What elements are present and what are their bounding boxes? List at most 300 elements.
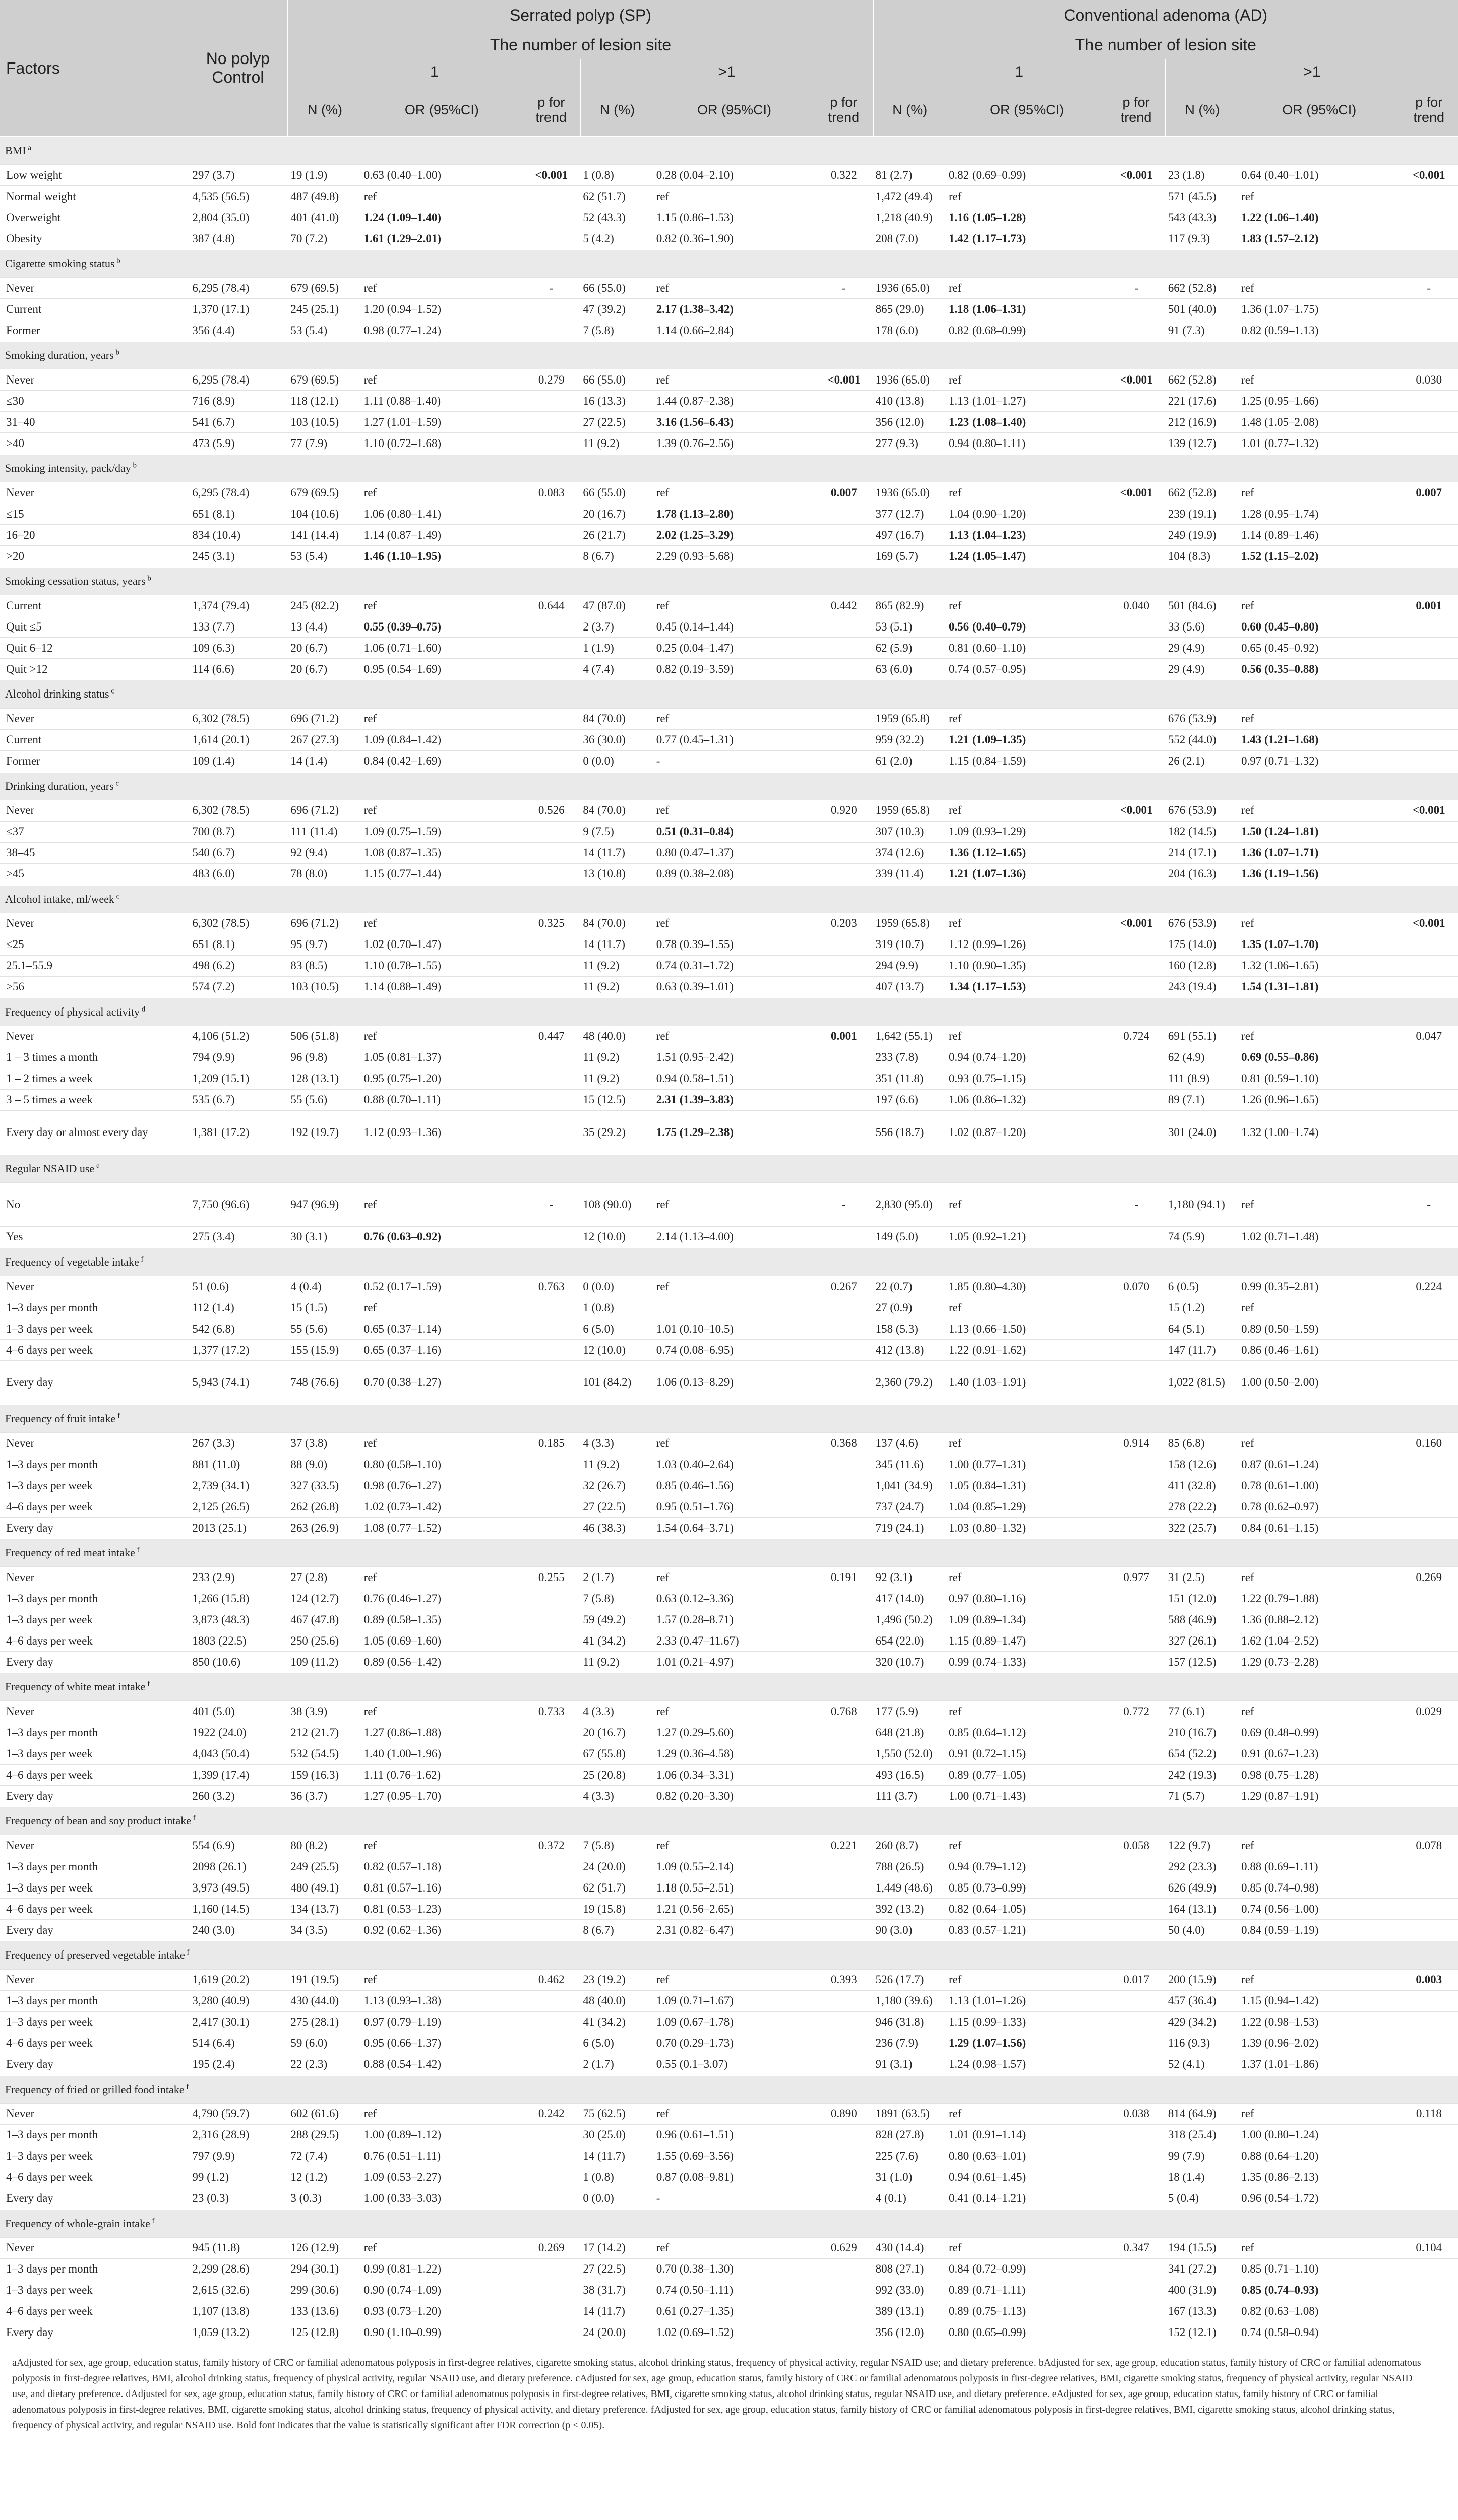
cell-value: 0.88 (0.54–1.42) (363, 2058, 441, 2070)
cell-value: 34 (3.5) (290, 1923, 328, 1936)
cell-value: 182 (14.5) (1168, 825, 1217, 838)
table-cell (1239, 1990, 1400, 2011)
cell-value: 0.82 (0.63–1.08) (1241, 2305, 1319, 2318)
table-cell (188, 1609, 288, 1630)
cell-value: 1,218 (40.9) (875, 211, 933, 224)
table-row (0, 186, 1458, 207)
table-row (0, 1722, 1458, 1743)
cell-value: ref (363, 281, 377, 294)
table-cell (873, 186, 946, 207)
cell-value: 1.06 (0.34–3.31) (656, 1768, 734, 1781)
row-label: 1–3 days per month (0, 1722, 188, 1743)
cell-value: 0.772 (1123, 1705, 1149, 1718)
group-title-text: Frequency of fruit intake (5, 1412, 116, 1425)
table-cell (1166, 955, 1239, 976)
cell-value: 160 (12.8) (1168, 959, 1217, 972)
cell-value: 1.51 (0.95–2.42) (656, 1051, 734, 1064)
table-cell (815, 433, 873, 455)
cell-value: 0.80 (0.63–1.01) (948, 2150, 1026, 2163)
table-cell (288, 2301, 361, 2322)
table-cell (1166, 278, 1239, 299)
cell-value: 2.31 (1.39–3.83) (656, 1093, 734, 1106)
table-cell (580, 1182, 653, 1226)
cell-value: 1.27 (0.86–1.88) (363, 1726, 441, 1739)
table-cell (946, 369, 1108, 391)
footnote-marker: d (139, 1005, 146, 1014)
cell-value: 0.70 (0.29–1.73) (656, 2037, 734, 2049)
cell-value: 77 (6.1) (1168, 1705, 1205, 1718)
table-cell (188, 1026, 288, 1047)
cell-value: ref (656, 373, 670, 386)
table-cell (1239, 2011, 1400, 2033)
table-cell (1107, 1609, 1165, 1630)
table-cell (1239, 955, 1400, 976)
table-cell (654, 1786, 815, 1807)
table-cell (946, 1856, 1108, 1877)
cell-value: 1.42 (1.17–1.73) (948, 232, 1026, 245)
table-cell (873, 1743, 946, 1765)
table-cell (288, 1068, 361, 1089)
table-cell (815, 1899, 873, 1920)
group-title (0, 1807, 1458, 1835)
group-title (0, 137, 1458, 165)
table-cell (522, 2146, 580, 2167)
table-cell (654, 1518, 815, 1539)
cell-value: 249 (19.9) (1168, 528, 1217, 541)
cell-value: 2013 (25.1) (192, 1521, 247, 1534)
table-cell (580, 207, 653, 228)
table-cell (654, 228, 815, 250)
table-cell (580, 369, 653, 391)
table-cell (1166, 638, 1239, 659)
cell-value: 1.01 (0.77–1.32) (1241, 436, 1319, 450)
cell-value: 111 (11.4) (290, 825, 338, 838)
table-cell (946, 2322, 1108, 2343)
table-cell (654, 659, 815, 680)
cell-value: 301 (24.0) (1168, 1125, 1217, 1139)
cell-value: 55 (5.6) (290, 1322, 328, 1335)
cell-value: 26 (21.7) (583, 528, 626, 541)
cell-value: 0.63 (0.39–1.01) (656, 980, 734, 993)
cell-value: 788 (26.5) (875, 1860, 924, 1873)
table-cell (1166, 1856, 1239, 1877)
table-cell (188, 165, 288, 186)
table-row (0, 2258, 1458, 2280)
cell-value: ref (656, 1570, 670, 1584)
cell-value: 0.038 (1123, 2107, 1149, 2120)
cell-value: 208 (7.0) (875, 232, 918, 245)
table-cell (361, 1454, 523, 1475)
cell-value: 0 (0.0) (583, 754, 614, 768)
table-cell (522, 2237, 580, 2258)
table-cell (1239, 1588, 1400, 1609)
row-label: 4–6 days per week (0, 1630, 188, 1652)
cell-value: ref (1241, 1030, 1254, 1043)
table-cell (580, 228, 653, 250)
cell-value: 0.63 (0.40–1.00) (363, 168, 441, 181)
table-cell (1400, 659, 1458, 680)
table-cell (288, 1722, 361, 1743)
row-label: 4–6 days per week (0, 1765, 188, 1786)
table-cell (946, 1877, 1108, 1899)
table-cell (361, 299, 523, 320)
table-cell (1107, 638, 1165, 659)
table-cell (1107, 391, 1165, 412)
cell-value: 158 (5.3) (875, 1322, 918, 1335)
cell-value: 0.96 (0.61–1.51) (656, 2128, 734, 2141)
table-cell (361, 2146, 523, 2167)
cell-value: 0.279 (538, 373, 565, 386)
cell-value: 1.23 (1.08–1.40) (948, 415, 1026, 428)
table-cell (188, 186, 288, 207)
cell-value: 2.33 (0.47–11.67) (656, 1634, 739, 1647)
table-cell (654, 1899, 815, 1920)
table-cell (580, 842, 653, 863)
table-cell (522, 616, 580, 638)
table-cell (1400, 1475, 1458, 1496)
cell-value: 0.69 (0.55–0.86) (1241, 1051, 1319, 1064)
cell-value: ref (1241, 1570, 1254, 1584)
cell-value: 0.82 (0.19–3.59) (656, 662, 734, 675)
cell-value: 128 (13.1) (290, 1072, 339, 1085)
table-cell (654, 2280, 815, 2301)
cell-value: 200 (15.9) (1168, 1973, 1217, 1986)
table-cell (1239, 1433, 1400, 1454)
table-cell (873, 616, 946, 638)
row-label: Current (0, 299, 188, 320)
table-cell (1239, 750, 1400, 772)
cell-value: 1.85 (0.80–4.30) (948, 1280, 1026, 1293)
cell-value: 157 (12.5) (1168, 1655, 1217, 1668)
table-cell (188, 2322, 288, 2343)
table-cell (580, 1969, 653, 1990)
table-cell (654, 2188, 815, 2210)
cell-value: ref (656, 1839, 670, 1852)
table-cell (522, 1835, 580, 1856)
cell-value: 651 (8.1) (192, 938, 235, 951)
cell-value: 239 (19.1) (1168, 507, 1217, 520)
cell-value: ref (656, 1436, 670, 1450)
cell-value: 147 (11.7) (1168, 1343, 1216, 1356)
table-cell (1239, 595, 1400, 616)
table-cell (288, 913, 361, 934)
cell-value: 77 (7.9) (290, 436, 328, 450)
table-cell (1239, 165, 1400, 186)
table-cell (288, 1899, 361, 1920)
table-cell (188, 1588, 288, 1609)
table-cell (1400, 299, 1458, 320)
table-cell (1107, 1361, 1165, 1405)
table-cell (522, 503, 580, 525)
table-cell (361, 616, 523, 638)
cell-value: 267 (27.3) (290, 733, 339, 746)
table-cell (522, 391, 580, 412)
table-cell (361, 2280, 523, 2301)
cell-value: 47 (39.2) (583, 302, 626, 316)
table-cell (815, 1318, 873, 1340)
table-cell (946, 1899, 1108, 1920)
cell-value: 1 (0.8) (583, 2171, 614, 2184)
cell-value: 411 (32.8) (1168, 1479, 1216, 1492)
sp-header: Serrated polyp (SP) (288, 0, 873, 30)
cell-value: 1.09 (0.67–1.78) (656, 2015, 734, 2028)
row-label: 1–3 days per month (0, 1588, 188, 1609)
cell-value: 1.00 (0.71–1.43) (948, 1789, 1026, 1802)
footnote-marker: f (150, 2217, 155, 2225)
cell-value: 8 (6.7) (583, 549, 614, 562)
table-cell (654, 2258, 815, 2280)
table-cell (815, 1722, 873, 1743)
table-cell (1400, 503, 1458, 525)
table-cell (188, 708, 288, 729)
table-cell (1239, 2054, 1400, 2075)
cell-value: 0.269 (1416, 1570, 1442, 1584)
row-label: Overweight (0, 207, 188, 228)
table-cell (522, 546, 580, 568)
table-cell (1400, 320, 1458, 342)
table-cell (188, 2301, 288, 2322)
table-cell (815, 2188, 873, 2210)
table-cell (1107, 1701, 1165, 1722)
row-label: 1–3 days per week (0, 2280, 188, 2301)
cell-value: 0.078 (1416, 1839, 1442, 1852)
table-cell (361, 1068, 523, 1089)
table-cell (873, 207, 946, 228)
col-p-trend: p for trend (1107, 85, 1165, 137)
cell-value: ref (363, 190, 377, 203)
table-cell (361, 1786, 523, 1807)
table-cell (188, 913, 288, 934)
table-cell (288, 2103, 361, 2124)
table-cell (654, 2011, 815, 2033)
cell-value: 0.86 (0.46–1.61) (1241, 1343, 1319, 1356)
table-cell (873, 821, 946, 842)
cell-value: 540 (6.7) (192, 846, 235, 859)
group-title (0, 2075, 1458, 2104)
table-cell (654, 1182, 815, 1226)
table-cell (873, 2124, 946, 2146)
table-cell (580, 1047, 653, 1068)
table-cell (1166, 1835, 1239, 1856)
cell-value: 91 (7.3) (1168, 324, 1205, 337)
table-cell (1107, 1877, 1165, 1899)
cell-value: 292 (23.3) (1168, 1860, 1217, 1873)
table-cell (361, 2054, 523, 2075)
table-cell (580, 1835, 653, 1856)
table-cell (815, 934, 873, 955)
cell-value: 1.09 (0.55–2.14) (656, 1860, 734, 1873)
cell-value: 6,302 (78.5) (192, 917, 250, 930)
table-cell (361, 659, 523, 680)
cell-value: 1.21 (1.09–1.35) (948, 733, 1026, 746)
table-row (0, 863, 1458, 885)
cell-value: 0.920 (831, 804, 857, 817)
table-cell (288, 1609, 361, 1630)
table-cell (1107, 1276, 1165, 1297)
table-cell (946, 503, 1108, 525)
cell-value: 946 (31.8) (875, 2015, 924, 2028)
cell-value: 850 (10.6) (192, 1655, 241, 1668)
table-cell (288, 546, 361, 568)
table-cell (946, 913, 1108, 934)
cell-value: 0.94 (0.61–1.45) (948, 2171, 1026, 2184)
cell-value: 31 (1.0) (875, 2171, 913, 2184)
table-cell (1400, 2054, 1458, 2075)
table-cell (654, 2054, 815, 2075)
table-cell (815, 1297, 873, 1318)
table-cell (361, 1518, 523, 1539)
cell-value: 719 (24.1) (875, 1521, 924, 1534)
group-header-row (0, 998, 1458, 1026)
group-title-text: Frequency of physical activity (5, 1005, 140, 1018)
table-cell (580, 1786, 653, 1807)
table-cell (288, 1835, 361, 1856)
cell-value: 0.462 (538, 1973, 565, 1986)
cell-value: 0.94 (0.79–1.12) (948, 1860, 1026, 1873)
cell-value: 0.269 (538, 2241, 565, 2254)
table-cell (188, 299, 288, 320)
table-cell (946, 1920, 1108, 1941)
cell-value: 12 (1.2) (290, 2171, 328, 2184)
table-cell (522, 1877, 580, 1899)
table-cell (188, 1068, 288, 1089)
table-cell (1239, 1110, 1400, 1155)
table-cell (580, 750, 653, 772)
cell-value: 233 (2.9) (192, 1570, 235, 1584)
table-cell (1107, 1786, 1165, 1807)
table-cell (654, 595, 815, 616)
table-cell (580, 1318, 653, 1340)
table-row (0, 1835, 1458, 1856)
cell-value: 14 (1.4) (290, 754, 328, 768)
table-cell (1166, 299, 1239, 320)
cell-value: 1,496 (50.2) (875, 1613, 933, 1626)
table-cell (654, 708, 815, 729)
table-cell (522, 842, 580, 863)
cell-value: 2,299 (28.6) (192, 2262, 250, 2276)
table-cell (654, 1877, 815, 1899)
cell-value: 945 (11.8) (192, 2241, 240, 2254)
cell-value: ref (656, 1030, 670, 1043)
table-cell (873, 800, 946, 821)
table-cell (1400, 1652, 1458, 1673)
cell-value: 59 (6.0) (290, 2037, 328, 2049)
table-cell (361, 546, 523, 568)
table-cell (188, 1089, 288, 1110)
group-header-row (0, 567, 1458, 595)
table-cell (1166, 976, 1239, 998)
table-cell (1239, 2167, 1400, 2188)
cell-value: 0.007 (1416, 486, 1442, 499)
table-cell (815, 1856, 873, 1877)
table-cell (522, 1743, 580, 1765)
cell-value: 6 (0.5) (1168, 1280, 1199, 1293)
cell-value: 32 (26.7) (583, 1479, 626, 1492)
cell-value: ref (1241, 486, 1254, 499)
table-cell (288, 2124, 361, 2146)
table-cell (188, 369, 288, 391)
cell-value: 59 (49.2) (583, 1613, 626, 1626)
cell-value: 1 (1.9) (583, 641, 614, 654)
table-cell (1107, 2167, 1165, 2188)
table-cell (1400, 708, 1458, 729)
table-cell (188, 1722, 288, 1743)
table-cell (1239, 976, 1400, 998)
group-header-row (0, 2210, 1458, 2238)
table-row (0, 2011, 1458, 2033)
cell-value: 62 (4.9) (1168, 1051, 1205, 1064)
table-cell (288, 1496, 361, 1518)
cell-value: ref (1241, 281, 1254, 294)
cell-value: 0.80 (0.47–1.37) (656, 846, 734, 859)
cell-value: 1.14 (0.87–1.49) (363, 528, 441, 541)
table-row (0, 1652, 1458, 1673)
table-cell (815, 525, 873, 546)
cell-value: 0.84 (0.72–0.99) (948, 2262, 1026, 2276)
cell-value: 233 (7.8) (875, 1051, 918, 1064)
table-cell (1400, 391, 1458, 412)
footnote-marker: f (145, 1680, 150, 1688)
table-cell (522, 2322, 580, 2343)
table-cell (188, 659, 288, 680)
table-cell (873, 729, 946, 750)
table-cell (946, 1454, 1108, 1475)
cell-value: 89 (7.1) (1168, 1093, 1205, 1106)
table-cell (1107, 2103, 1165, 2124)
cell-value: ref (363, 2241, 377, 2254)
table-cell (522, 228, 580, 250)
cell-value: 1.29 (1.07–1.56) (948, 2037, 1026, 2049)
table-cell (288, 207, 361, 228)
table-cell (288, 1969, 361, 1990)
cell-value: 1.15 (0.84–1.59) (948, 754, 1026, 768)
cell-value: 245 (25.1) (290, 302, 339, 316)
table-cell (815, 1609, 873, 1630)
table-cell (946, 546, 1108, 568)
cell-value: 17 (14.2) (583, 2241, 626, 2254)
table-cell (361, 2188, 523, 2210)
table-cell (654, 2103, 815, 2124)
cell-value: 192 (19.7) (290, 1125, 339, 1139)
table-cell (946, 595, 1108, 616)
table-cell (1107, 433, 1165, 455)
table-cell (1107, 278, 1165, 299)
cell-value: 0.325 (538, 917, 565, 930)
cell-value: 1.36 (1.12–1.65) (948, 846, 1026, 859)
table-row (0, 2188, 1458, 2210)
cell-value: 2,739 (34.1) (192, 1479, 250, 1492)
cell-value: 679 (69.5) (290, 281, 339, 294)
cell-value: 80 (8.2) (290, 1839, 328, 1852)
cell-value: 1.22 (0.79–1.88) (1241, 1592, 1319, 1605)
table-cell (1107, 1920, 1165, 1941)
table-cell (946, 1276, 1108, 1297)
cell-value: 0.82 (0.59–1.13) (1241, 324, 1319, 337)
sp-multi-site-header: >1 (580, 59, 873, 85)
table-cell (1239, 1765, 1400, 1786)
table-row (0, 1856, 1458, 1877)
table-row (0, 1877, 1458, 1899)
row-label: 1–3 days per week (0, 1743, 188, 1765)
cell-value: 2.31 (0.82–6.47) (656, 1923, 734, 1936)
table-cell (1107, 821, 1165, 842)
table-cell (580, 1026, 653, 1047)
table-cell (580, 320, 653, 342)
cell-value: 101 (84.2) (583, 1376, 632, 1389)
group-title-text: Drinking duration, years (5, 779, 114, 792)
cell-value: 155 (15.9) (290, 1343, 339, 1356)
row-label: 4–6 days per week (0, 1496, 188, 1518)
